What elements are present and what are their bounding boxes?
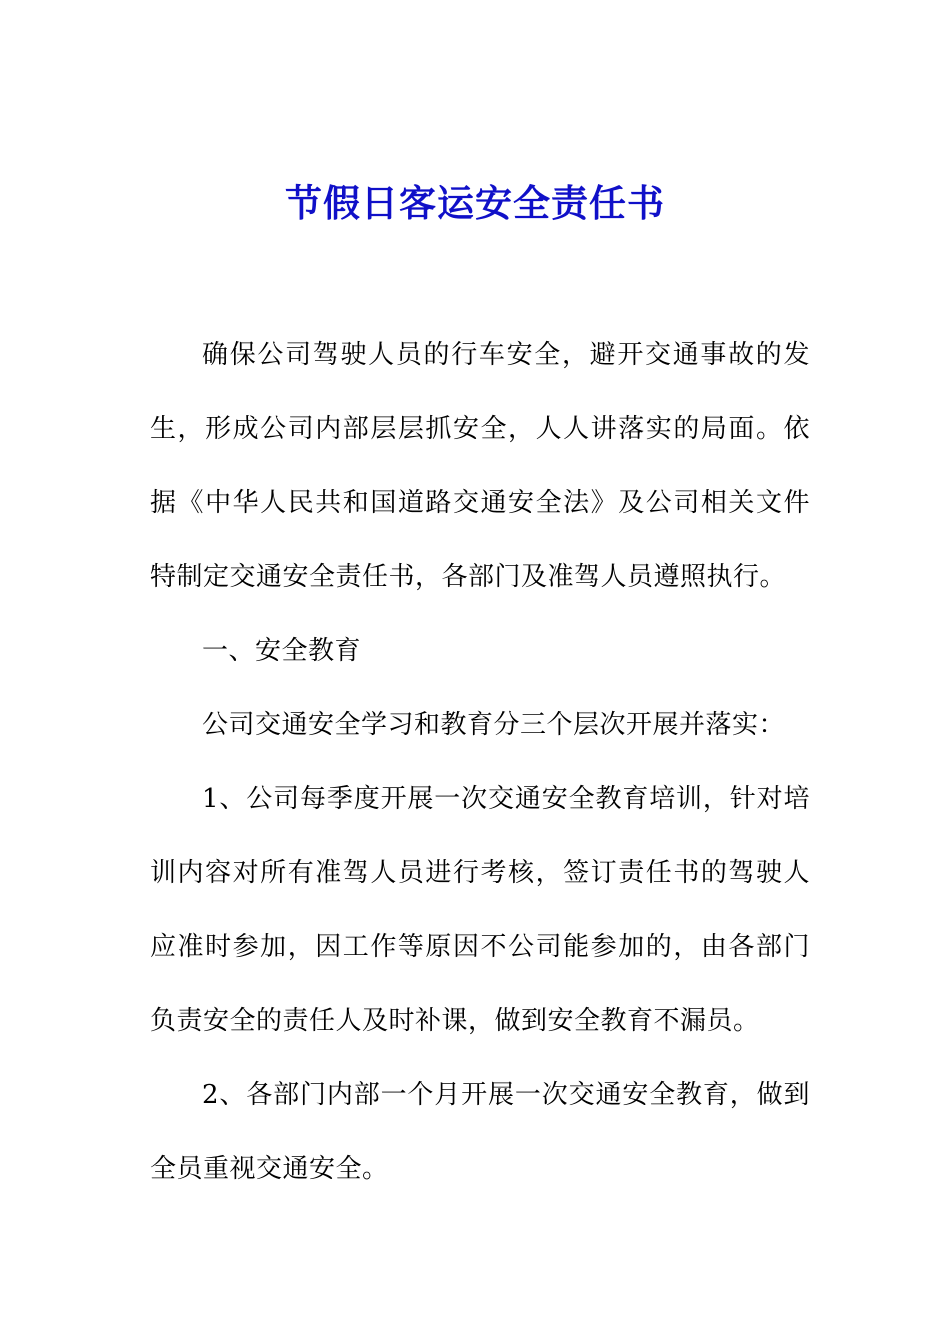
item-2-paragraph: 2、各部门内部一个月开展一次交通安全教育，做到全员重视交通安全。 — [150, 1080, 810, 1184]
document-body — [150, 318, 810, 1206]
section-heading-safety-education: 一、安全教育 — [202, 636, 362, 666]
education-levels-paragraph: 公司交通安全学习和教育分三个层次开展并落实： — [202, 710, 786, 740]
document-title: 节假日客运安全责任书 — [285, 182, 665, 225]
intro-paragraph: 确保公司驾驶人员的行车安全，避开交通事故的发生，形成公司内部层层抓安全，人人讲落实的局面。依据《中华人民共和国道路交通安全法》及公司相关文件特制定交通安全责任书，各部门及准驾人员遵照执行。 — [150, 340, 810, 592]
item-1-paragraph: 1、公司每季度开展一次交通安全教育培训，针对培训内容对所有准驾人员进行考核，签订责任书的驾驶人应准时参加，因工作等原因不公司能参加的，由各部门负责安全的责任人及时补课，做到安全教育不漏员。 — [150, 784, 810, 1036]
